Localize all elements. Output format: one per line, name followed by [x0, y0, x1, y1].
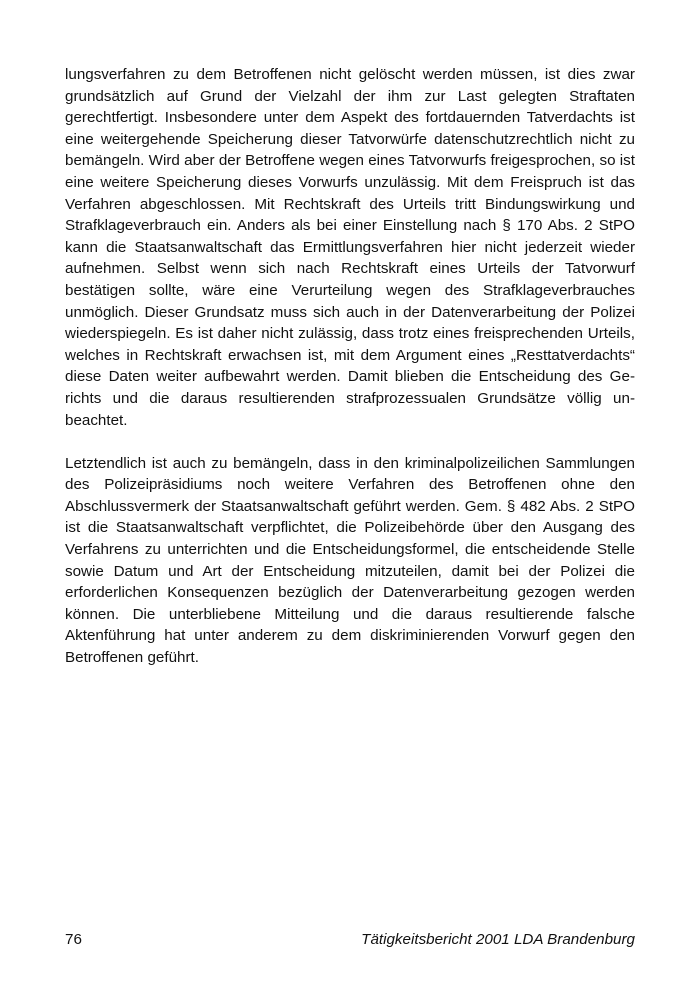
page-body	[65, 64, 635, 669]
page-number: 76	[65, 931, 82, 948]
paragraph-1: lungsverfahren zu dem Betroffenen nicht gelöscht werden müssen, ist dies zwar grundsätzlich auf Grund der Vielzahl der ihm zur Last gelegten Straftaten gerechtfertigt. Insbesondere unter dem Aspekt des fortdauernden Tatverdachts ist eine weitergehende Speicherung dieser Tatvorwürfe datenschutzrechtlich nicht zu bemängeln. Wird aber der Betroffene wegen eines Tatvorwurfs freigesprochen, so ist eine weitere Speicherung dieses Vorwurfs unzulässig. Mit dem Freispruch ist das Verfahren abgeschlossen. Mit Rechtskraft des Urteils tritt Bindungswirkung und Strafklageverbrauch ein. Anders als bei einer Einstellung nach § 170 Abs. 2 StPO kann die Staatsanwaltschaft das Ermittlungsverfahren hier nicht jederzeit wieder aufnehmen. Selbst wenn sich nach Rechtskraft eines Urteils der Tatvorwurf bestätigen sollte, wäre eine Verurteilung wegen des Strafklageverbrauches unmöglich. Dieser Grundsatz muss sich auch in der Datenverarbeitung der Polizei wiederspiegeln. Es ist daher nicht zulässig, dass trotz eines freisprechenden Urteils, welches in Rechtskraft erwachsen ist, mit dem Argument eines „Resttatverdachts“ diese Daten weiter aufbewahrt werden. Damit blieben die Entscheidung des Gerichts und die daraus resultierenden strafprozessualen Grundsätze völlig unbeachtet.	[65, 66, 635, 429]
paragraph-2: Letztendlich ist auch zu bemängeln, dass in den kriminalpolizeilichen Sammlungen des Polizeipräsidiums noch weitere Verfahren des Betroffenen ohne den Abschlussvermerk der Staatsanwaltschaft geführt werden. Gem. § 482 Abs. 2 StPO ist die Staatsanwaltschaft verpflichtet, die Polizeibehörde über den Ausgang des Verfahrens zu unterrichten und die Entscheidungsformel, die entscheidende Stelle sowie Datum und Art der Entscheidung mitzuteilen, damit bei der Polizei die erforderlichen Konsequenzen bezüglich der Datenverarbeitung gezogen werden können. Die unterbliebene Mitteilung und die daraus resultierende falsche Aktenführung hat unter anderem zu dem diskriminierenden Vorwurf gegen den Betroffenen geführt.	[65, 454, 635, 667]
report-title: Tätigkeitsbericht 2001 LDA Brandenburg	[361, 931, 635, 948]
